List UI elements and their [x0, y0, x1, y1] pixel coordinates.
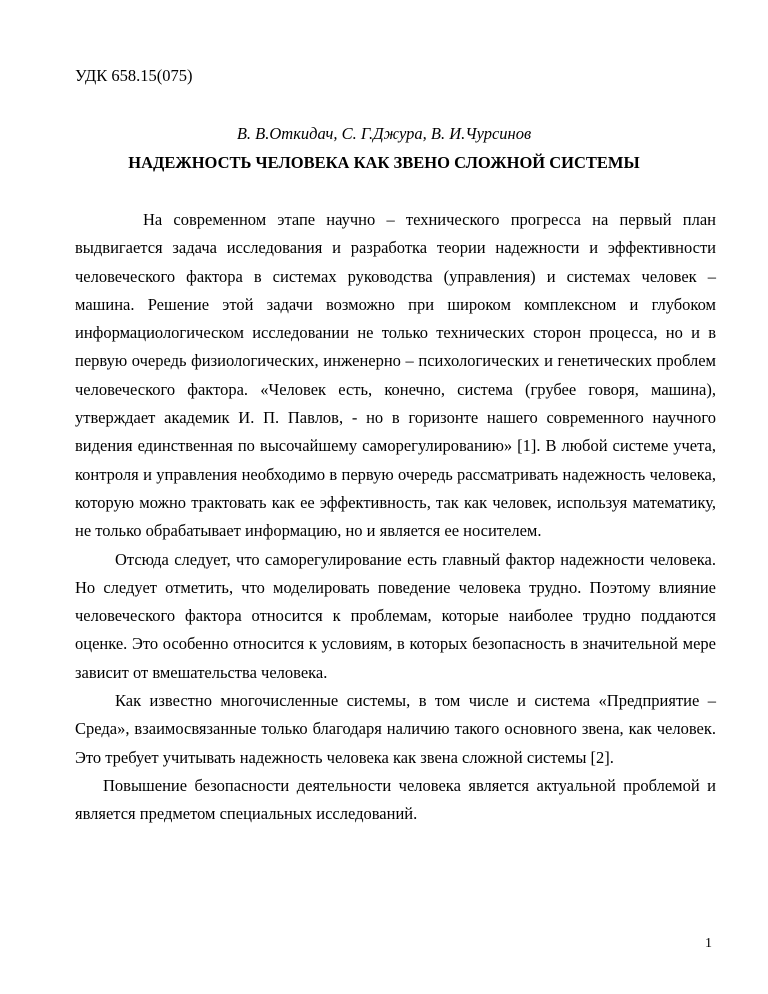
- paragraph-2: Отсюда следует, что саморегулирование есть главный фактор надежности человека. Но следует отметить, что моделировать поведение человека трудно. Поэтому влияние человеческого фактора относится к проблемам, которые наиболее трудно поддаются оценке. Это особенно относится к условиям, в которых безопасность в значительной мере зависит от вмешательства человека.: [75, 549, 716, 682]
- page-number: 1: [705, 936, 712, 951]
- authors-line: В. В.Откидач, С. Г.Джура, В. И.Чурсинов: [236, 124, 532, 143]
- paragraph-4: Повышение безопасности деятельности человека является актуальной проблемой и является предметом специальных исследований.: [75, 775, 716, 824]
- article-title: НАДЕЖНОСТЬ ЧЕЛОВЕКА КАК ЗВЕНО СЛОЖНОЙ СИСТЕМЫ: [128, 153, 640, 172]
- article-body: [75, 206, 716, 829]
- paragraph-3: Как известно многочисленные системы, в том числе и система «Предприятие – Среда», взаимосвязанные только благодаря наличию такого основного звена, как человек. Это требует учитывать надежность человека как звена сложной системы [2].: [75, 691, 716, 767]
- paragraph-1: На современном этапе научно – технического прогресса на первый план выдвигается задача исследования и разработка теории надежности и эффективности человеческого фактора в системах руководства (управления) и системах человек – машина. Решение этой задачи возможно при широком комплексном и глубоком информациологическом исследовании не только технических сторон процесса, но и в первую очередь физиологических, инженерно – психологических и генетических проблем человеческого фактора. «Человек есть, конечно, система (грубее говоря, машина), утверждает академик И. П. Павлов, - но в горизонте нашего современного научного видения единственная по высочайшему саморегулированию» [1]. В любой системе учета, контроля и управления необходимо в первую очередь рассматривать надежность человека, которую можно трактовать как ее эффективность, так как человек, используя математику, не только обрабатывает информацию, но и является ее носителем.: [75, 210, 716, 541]
- udk-code: УДК 658.15(075): [75, 66, 193, 85]
